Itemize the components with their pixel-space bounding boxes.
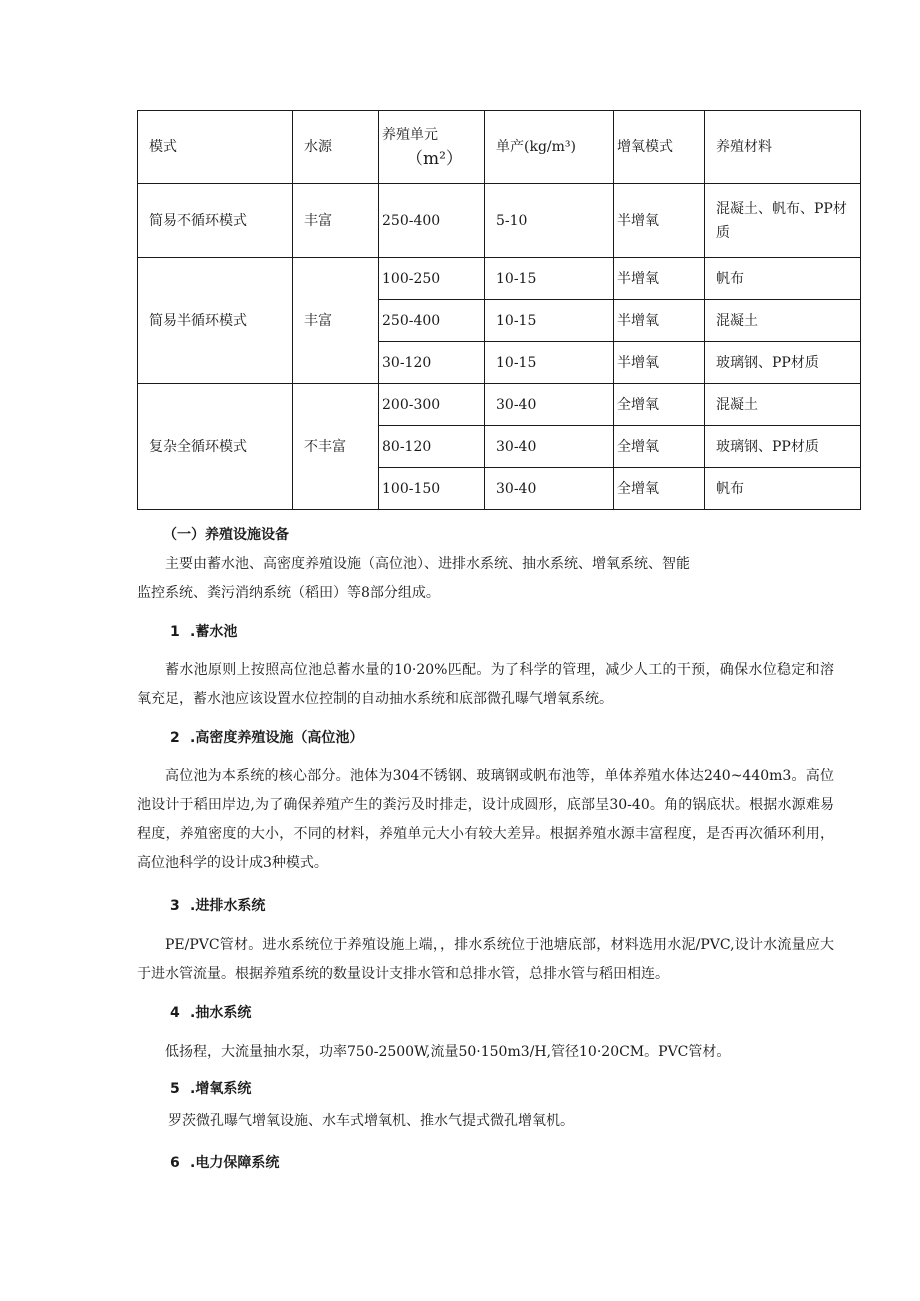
item-heading-2 — [170, 727, 363, 747]
unit-cell: 30-120 — [379, 342, 485, 384]
item-number: 6 — [170, 1155, 180, 1171]
oxygen-cell: 半增氧 — [614, 258, 705, 300]
mode-table — [137, 110, 861, 510]
unit-cell: 250-400 — [379, 300, 485, 342]
header-material: 养殖材料 — [705, 111, 861, 184]
item-number: 4 — [170, 1005, 180, 1021]
item-body-1 — [137, 656, 834, 714]
item-paragraph: 罗茨微孔曝气增氧设施、水车式增氧机、推水气提式微孔增氧机。 — [168, 1113, 574, 1129]
material-cell: 混凝土 — [705, 384, 861, 426]
header-mode: 模式 — [138, 111, 293, 184]
mode-cell: 复杂全循环模式 — [138, 384, 293, 510]
oxygen-cell: 半增氧 — [614, 300, 705, 342]
unit-cell: 100-150 — [379, 468, 485, 510]
section-title: （一）养殖设施设备 — [163, 527, 289, 543]
table-row — [138, 258, 861, 300]
item-title: .抽水系统 — [190, 1005, 252, 1021]
yield-cell: 5-10 — [485, 184, 614, 258]
item-heading-1 — [170, 621, 237, 641]
intro-line-2: 监控系统、粪污消纳系统（稻田）等8部分组成。 — [137, 585, 440, 601]
item-heading-4 — [170, 1002, 251, 1022]
aquaculture-mode-table — [137, 110, 861, 510]
item-body-4 — [137, 1038, 834, 1067]
item-number: 1 — [170, 624, 180, 640]
item-heading-6 — [170, 1152, 279, 1172]
item-paragraph: 低扬程，大流量抽水泵，功率750-2500W,流量50·150m3/H,管径10·20CM。PVC管材。 — [165, 1044, 731, 1060]
header-oxygen-mode: 增氧模式 — [614, 111, 705, 184]
material-cell: 混凝土 — [705, 300, 861, 342]
unit-cell: 250-400 — [379, 184, 485, 258]
item-number: 2 — [170, 730, 180, 746]
item-heading-5 — [170, 1078, 251, 1098]
item-number: 3 — [170, 898, 180, 914]
mode-cell: 简易不循环模式 — [138, 184, 293, 258]
item-number: 5 — [170, 1081, 180, 1097]
water-cell: 丰富 — [293, 184, 379, 258]
item-title: .蓄水池 — [190, 624, 238, 640]
oxygen-cell: 半增氧 — [614, 184, 705, 258]
unit-cell: 80-120 — [379, 426, 485, 468]
mode-cell: 简易半循环模式 — [138, 258, 293, 384]
material-cell: 玻璃钢、PP材质 — [705, 426, 861, 468]
item-paragraph: 高位池为本系统的核心部分。池体为304不锈钢、玻璃钢或帆布池等，单体养殖水体达240~440m3。高位池设计于稻田岸边,为了确保养殖产生的粪污及时排走，设计成圆形，底部呈30-40。角的锅底状。根据水源难易程度，养殖密度的大小，不同的材料，养殖单元大小有较大差异。根据养殖水源丰富程度，是否再次循环利用，高位池科学的设计成3种模式。 — [137, 768, 834, 871]
item-paragraph: 蓄水池原则上按照高位池总蓄水量的10·20%匹配。为了科学的管理，减少人工的干预，确保水位稳定和溶氧充足，蓄水池应该设置水位控制的自动抽水系统和底部微孔曝气增氧系统。 — [137, 662, 834, 707]
unit-cell: 100-250 — [379, 258, 485, 300]
intro-line-1: 主要由蓄水池、高密度养殖设施（高位池）、进排水系统、抽水系统、增氧系统、智能 — [165, 556, 690, 572]
item-title: .进排水系统 — [190, 898, 266, 914]
item-body-3 — [137, 931, 834, 989]
item-title: .增氧系统 — [190, 1081, 252, 1097]
material-cell: 帆布 — [705, 258, 861, 300]
item-heading-3 — [170, 895, 265, 915]
oxygen-cell: 全增氧 — [614, 426, 705, 468]
item-body-2 — [137, 762, 834, 878]
table-row — [138, 184, 861, 258]
item-title: .电力保障系统 — [190, 1155, 280, 1171]
item-paragraph: PE/PVC管材。进水系统位于养殖设施上端，，排水系统位于池塘底部，材料选用水泥/PVC,设计水流量应大于进水管流量。根据养殖系统的数量设计支排水管和总排水管，总排水管与稻田相连。 — [137, 937, 834, 982]
material-cell: 帆布 — [705, 468, 861, 510]
oxygen-cell: 全增氧 — [614, 384, 705, 426]
water-cell: 丰富 — [293, 258, 379, 384]
yield-cell: 30-40 — [485, 426, 614, 468]
material-cell: 玻璃钢、PP材质 — [705, 342, 861, 384]
header-unit — [379, 111, 485, 184]
table-row — [138, 384, 861, 426]
item-title: .高密度养殖设施（高位池） — [190, 730, 364, 746]
header-water-source: 水源 — [293, 111, 379, 184]
oxygen-cell: 半增氧 — [614, 342, 705, 384]
material-cell: 混凝土、帆布、PP材质 — [705, 184, 861, 258]
water-cell: 不丰富 — [293, 384, 379, 510]
yield-cell: 10-15 — [485, 300, 614, 342]
item-body-5 — [137, 1107, 834, 1136]
header-yield: 单产(kg/m³) — [485, 111, 614, 184]
header-unit-label: 养殖单元 — [382, 127, 438, 143]
oxygen-cell: 全增氧 — [614, 468, 705, 510]
header-unit-m2: （m²） — [406, 149, 463, 169]
yield-cell: 10-15 — [485, 258, 614, 300]
table-header-row — [138, 111, 861, 184]
yield-cell: 30-40 — [485, 468, 614, 510]
unit-cell: 200-300 — [379, 384, 485, 426]
section-intro — [137, 550, 777, 608]
yield-cell: 10-15 — [485, 342, 614, 384]
yield-cell: 30-40 — [485, 384, 614, 426]
